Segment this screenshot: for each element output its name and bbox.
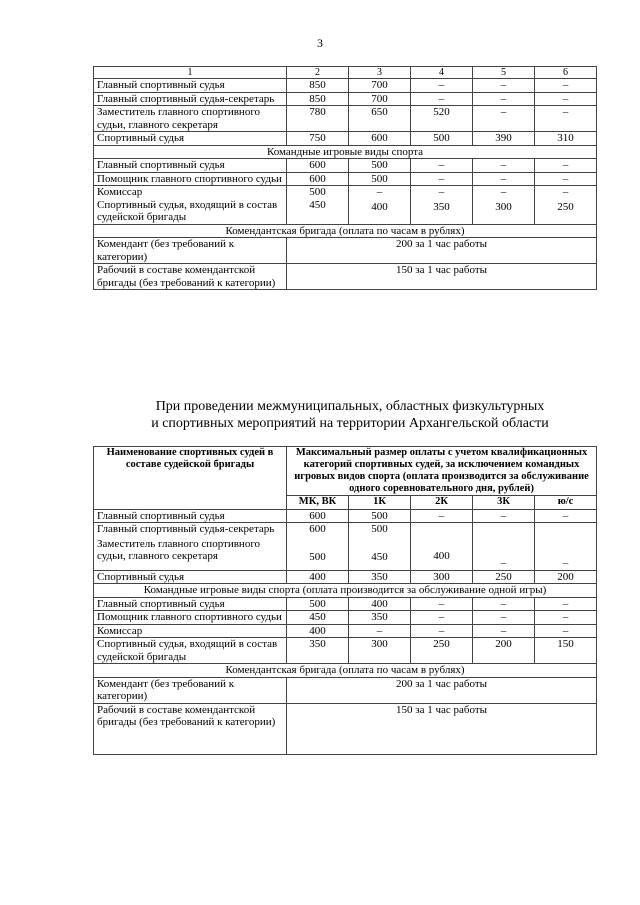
row-name-cell [94, 186, 287, 225]
table-row [94, 106, 597, 132]
row-name: Спортивный судья [94, 570, 287, 584]
row-name: Спортивный судья [94, 132, 287, 146]
cell-stack [535, 186, 597, 225]
cell-value: – [500, 557, 507, 569]
rates-table-regional [93, 446, 597, 755]
row-name: Главный спортивный судья-секретарь [97, 523, 275, 535]
cell-value: 500 [411, 132, 473, 146]
table-header-row [94, 447, 597, 496]
cell-value: – [411, 624, 473, 638]
cell-value: 200 [535, 570, 597, 584]
section-label: Командные игровые виды спорта [94, 145, 597, 159]
cell-value: – [411, 79, 473, 93]
row-name: Главный спортивный судья-секретарь [94, 92, 287, 106]
row-name: Комендант (без требований к категории) [94, 677, 287, 703]
cell-value: – [535, 172, 597, 186]
table-row [94, 509, 597, 523]
cell-value: – [535, 106, 597, 132]
cell-value: – [535, 509, 597, 523]
section-title-line: и спортивных мероприятий на территории Архангельской области [151, 416, 549, 431]
group-header: Максимальный размер оплаты с учетом квалификационных категорий спортивных судей, за исключением командных игровых видов спорта (оплата производится за обслуживание одного соревновательного дня, рублей) [287, 447, 597, 496]
table-row [94, 238, 597, 264]
header-cell: 3 [349, 67, 411, 79]
cell-value: 350 [349, 570, 411, 584]
cell-value: 350 [433, 200, 450, 213]
section-row [94, 664, 597, 678]
cell-value: – [535, 79, 597, 93]
cell-value: – [411, 92, 473, 106]
cell-value: 200 за 1 час работы [287, 677, 597, 703]
header-cell: 5 [473, 67, 535, 79]
category-header: МК, ВК [287, 496, 349, 510]
row-name: Рабочий в составе комендантской бригады (без требований к категории) [94, 703, 287, 754]
table-row [94, 597, 597, 611]
cell-value: 400 [371, 200, 388, 213]
row-name: Комендант (без требований к категории) [94, 238, 287, 264]
cell-value: 150 за 1 час работы [287, 703, 597, 754]
header-cell: 6 [535, 67, 597, 79]
row-name: Спортивный судья, входящий в состав судейской бригады [97, 198, 278, 223]
cell-value: 600 [349, 132, 411, 146]
cell-stack [473, 523, 535, 571]
cell-value: 400 [433, 550, 450, 562]
section-title-line: При проведении межмуниципальных, областных физкультурных [155, 399, 545, 414]
row-name: Главный спортивный судья [94, 79, 287, 93]
section-label: Комендантская бригада (оплата по часам в рублях) [94, 664, 597, 678]
cell-value: 500 [287, 597, 349, 611]
cell-value: – [473, 92, 535, 106]
cell-value: 350 [287, 638, 349, 664]
cell-value: – [535, 159, 597, 173]
cell-value: 310 [535, 132, 597, 146]
category-header: 2К [411, 496, 473, 510]
cell-value: 600 [309, 523, 326, 535]
header-cell: 4 [411, 67, 473, 79]
cell-value: 300 [349, 638, 411, 664]
row-name: Комиссар [97, 186, 143, 198]
section-row [94, 224, 597, 238]
table-row [94, 638, 597, 664]
cell-value: 500 [309, 550, 326, 563]
table-row [94, 570, 597, 584]
table-row [94, 186, 597, 225]
table-row [94, 92, 597, 106]
cell-value: – [535, 597, 597, 611]
cell-value: 850 [287, 79, 349, 93]
cell-value: 500 [309, 186, 326, 198]
cell-value: 200 за 1 час работы [287, 238, 597, 264]
cell-value: 700 [349, 79, 411, 93]
cell-value: – [562, 557, 569, 569]
col-name-header: Наименование спортивных судей в составе судейской бригады [94, 447, 287, 510]
cell-value: – [411, 597, 473, 611]
section-title [60, 398, 640, 432]
cell-value: – [535, 92, 597, 106]
table-row [94, 677, 597, 703]
cell-value: 520 [411, 106, 473, 132]
cell-value: – [500, 186, 507, 198]
cell-value: – [473, 624, 535, 638]
cell-value: – [535, 611, 597, 625]
cell-value: 650 [349, 106, 411, 132]
category-header: 1К [349, 496, 411, 510]
cell-value: – [473, 79, 535, 93]
table-row [94, 79, 597, 93]
cell-value: 150 [535, 638, 597, 664]
table-row [94, 523, 597, 571]
cell-value: – [411, 159, 473, 173]
cell-value: – [562, 186, 569, 198]
cell-stack [287, 523, 349, 571]
cell-stack [349, 523, 411, 571]
category-header: 3К [473, 496, 535, 510]
table-row [94, 264, 597, 290]
row-name: Главный спортивный судья [94, 159, 287, 173]
row-name: Спортивный судья, входящий в состав судейской бригады [94, 638, 287, 664]
cell-value: – [411, 611, 473, 625]
cell-value: 390 [473, 132, 535, 146]
cell-value: 500 [371, 523, 388, 535]
cell-value: 450 [287, 611, 349, 625]
cell-value: – [411, 172, 473, 186]
cell-value: – [473, 611, 535, 625]
cell-value: 400 [349, 597, 411, 611]
cell-stack [473, 186, 535, 225]
cell-value: 600 [287, 172, 349, 186]
cell-value: – [376, 186, 383, 198]
cell-value: 400 [287, 570, 349, 584]
table-row [94, 611, 597, 625]
header-cell: 2 [287, 67, 349, 79]
cell-value: – [473, 597, 535, 611]
table-row [94, 159, 597, 173]
cell-stack [411, 523, 473, 571]
category-header: ю/с [535, 496, 597, 510]
cell-value: – [411, 509, 473, 523]
cell-value: 150 за 1 час работы [287, 264, 597, 290]
cell-value: 500 [349, 159, 411, 173]
cell-value: 200 [473, 638, 535, 664]
cell-stack [349, 186, 411, 225]
row-name-cell [94, 523, 287, 571]
cell-value: 750 [287, 132, 349, 146]
header-cell: 1 [94, 67, 287, 79]
row-name: Помощник главного спортивного судьи [94, 611, 287, 625]
cell-value: 250 [411, 638, 473, 664]
table-header-row [94, 67, 597, 79]
cell-value: 600 [287, 159, 349, 173]
cell-value: 450 [371, 550, 388, 563]
row-name: Главный спортивный судья [94, 509, 287, 523]
cell-value: – [473, 159, 535, 173]
section-row [94, 145, 597, 159]
cell-value: – [438, 186, 445, 198]
cell-value: 350 [349, 611, 411, 625]
rates-table-municipal [93, 66, 597, 290]
cell-value: 850 [287, 92, 349, 106]
cell-value: – [473, 172, 535, 186]
cell-stack [535, 523, 597, 571]
cell-value: 300 [411, 570, 473, 584]
row-name: Рабочий в составе комендантской бригады (без требований к категории) [94, 264, 287, 290]
cell-stack [411, 186, 473, 225]
row-name: Заместитель главного спортивного судьи, главного секретаря [97, 537, 261, 562]
cell-value: 300 [495, 200, 512, 213]
section-row [94, 584, 597, 598]
cell-value: 500 [349, 509, 411, 523]
cell-value: 780 [287, 106, 349, 132]
cell-value: 500 [349, 172, 411, 186]
section-label: Комендантская бригада (оплата по часам в рублях) [94, 224, 597, 238]
page-number: 3 [317, 36, 323, 50]
row-name: Помощник главного спортивного судьи [94, 172, 287, 186]
cell-value: – [349, 624, 411, 638]
section-label: Командные игровые виды спорта (оплата производится за обслуживание одной игры) [94, 584, 597, 598]
row-name: Главный спортивный судья [94, 597, 287, 611]
cell-value: 700 [349, 92, 411, 106]
table-row [94, 624, 597, 638]
cell-value: – [473, 106, 535, 132]
row-name: Заместитель главного спортивного судьи, главного секретаря [94, 106, 287, 132]
cell-value: – [535, 624, 597, 638]
cell-value: 450 [309, 198, 326, 211]
table-row [94, 172, 597, 186]
table-row [94, 703, 597, 754]
row-name: Комиссар [94, 624, 287, 638]
cell-value: – [473, 509, 535, 523]
cell-stack [287, 186, 349, 225]
table-row [94, 132, 597, 146]
cell-value: 250 [557, 200, 574, 213]
cell-value: 250 [473, 570, 535, 584]
cell-value: 400 [287, 624, 349, 638]
cell-value: 600 [287, 509, 349, 523]
